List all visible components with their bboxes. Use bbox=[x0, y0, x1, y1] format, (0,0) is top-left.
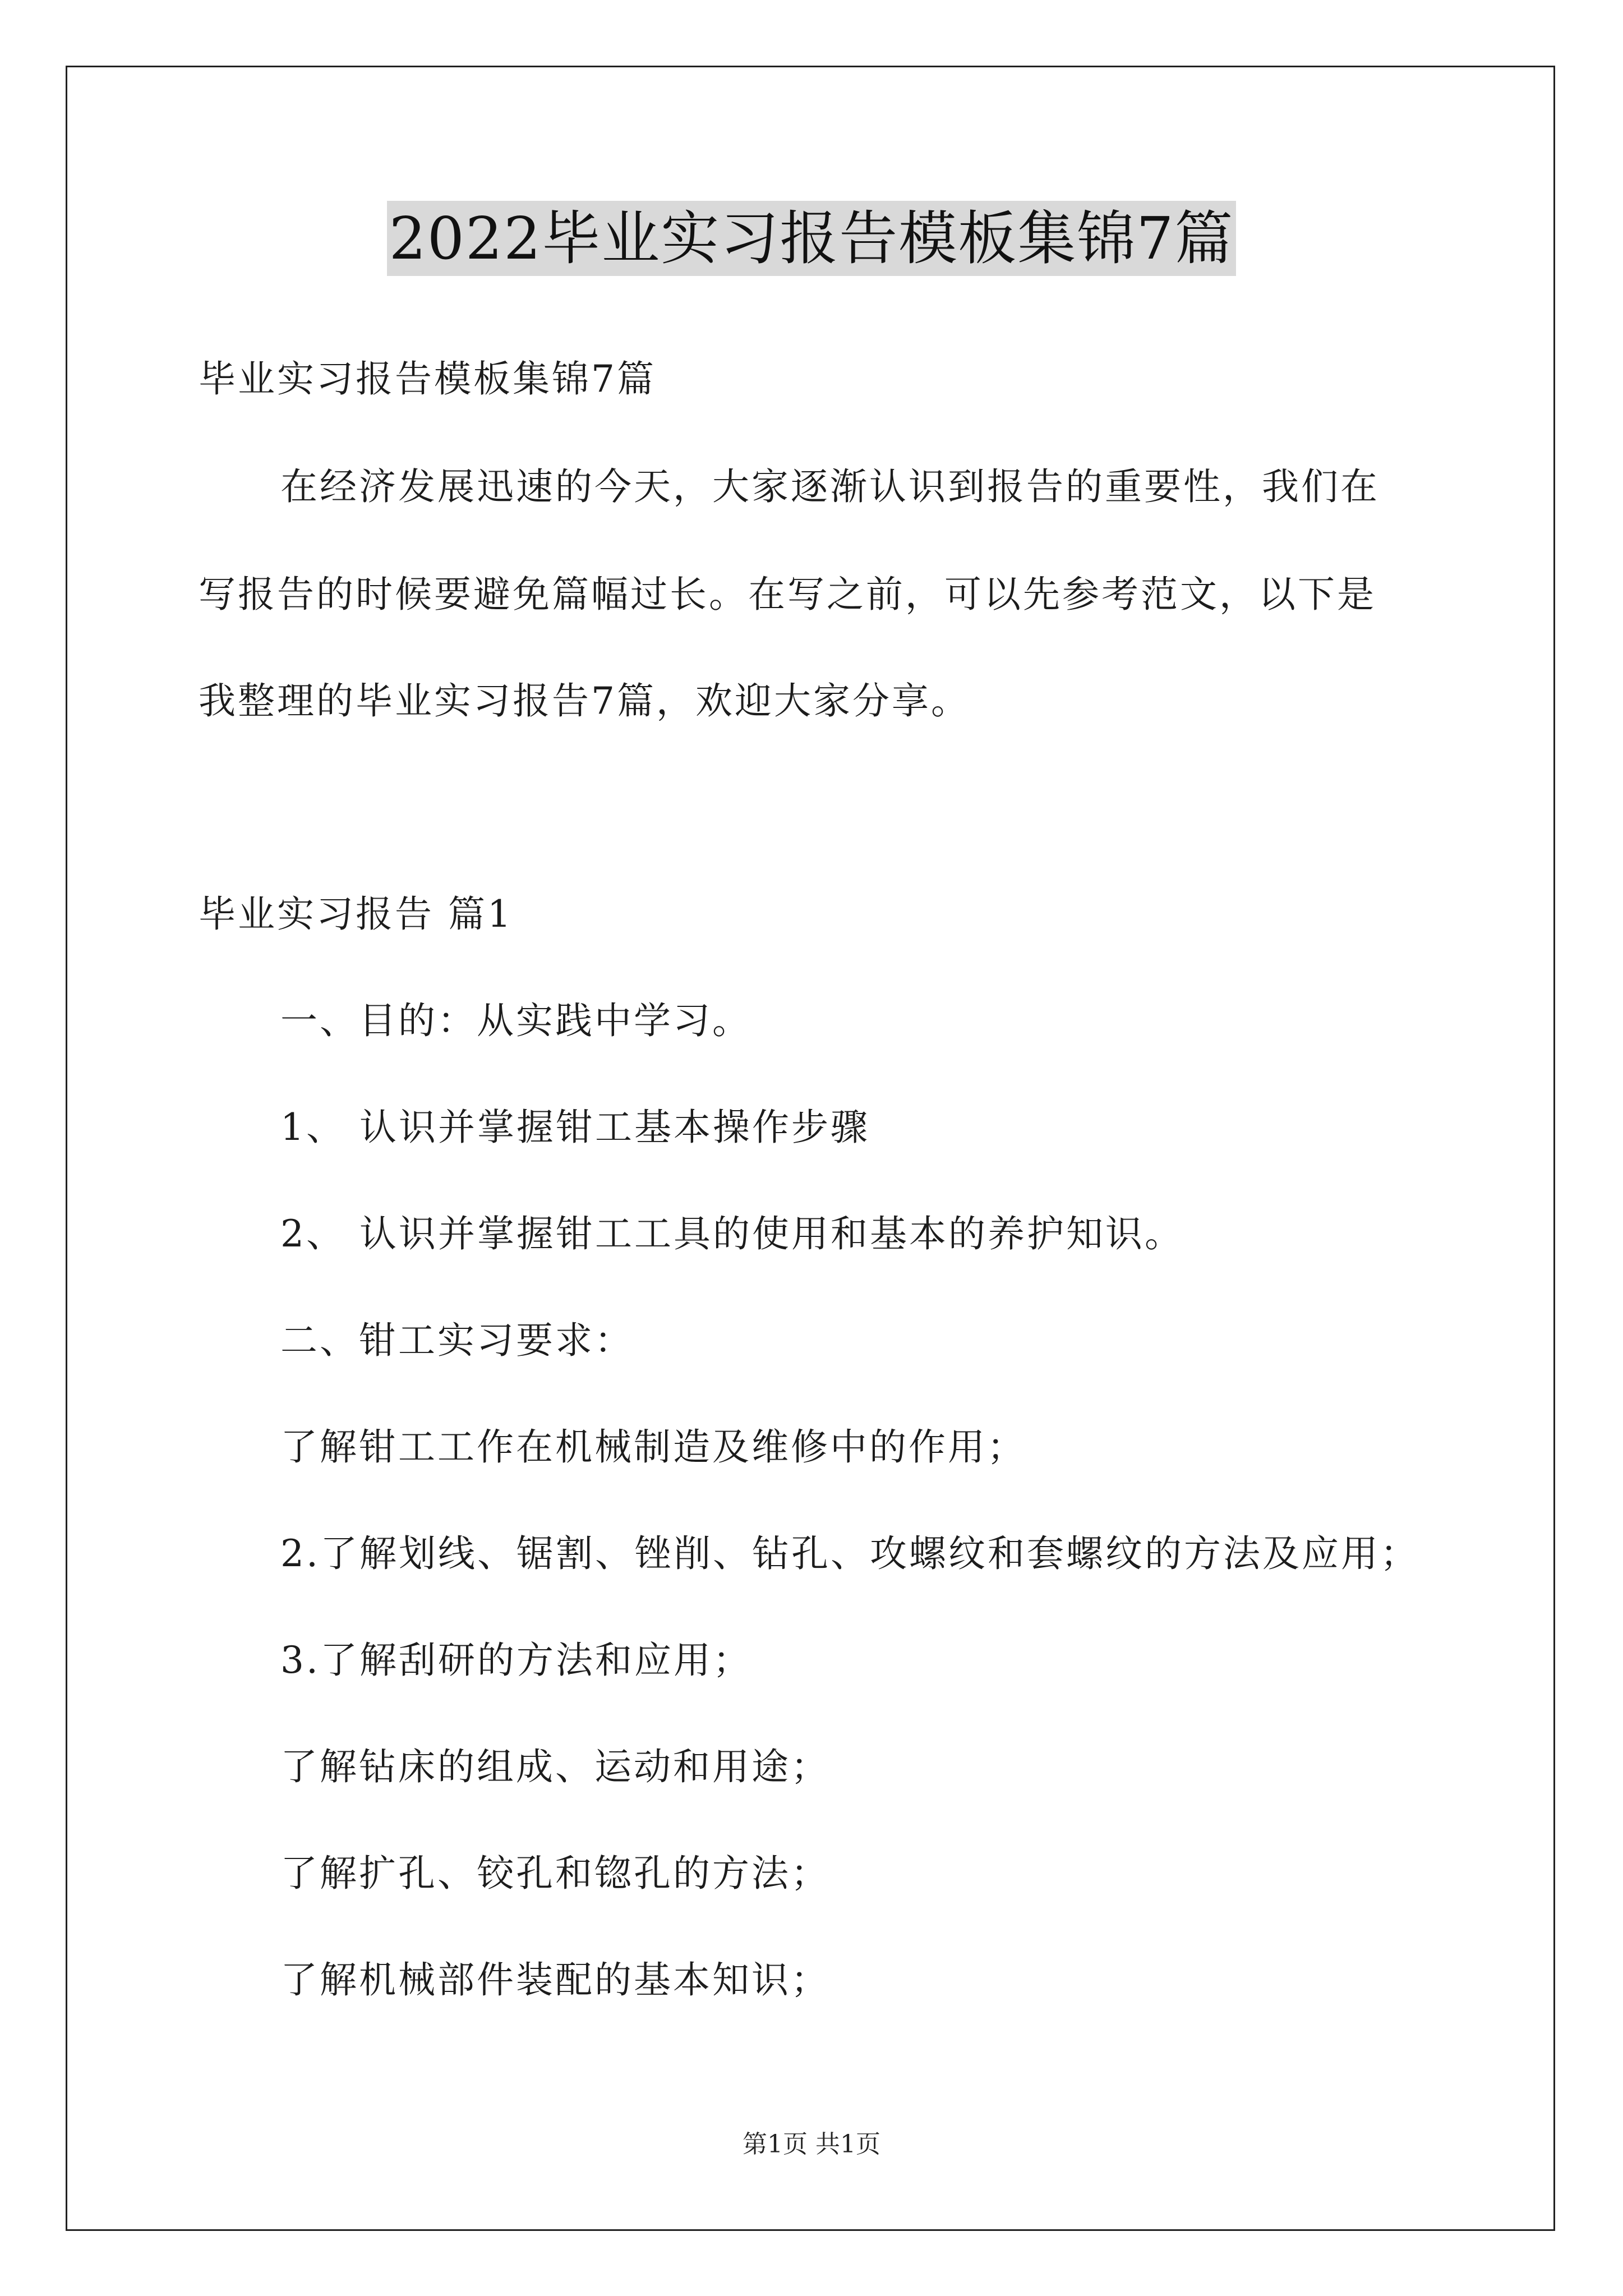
body-line: 了解机械部件装配的基本知识； bbox=[280, 1958, 830, 2001]
page-indicator: 第1页 共1页 bbox=[743, 2130, 880, 2159]
body-line: 了解钳工工作在机械制造及维修中的作用； bbox=[280, 1425, 1026, 1469]
document-title-block bbox=[0, 201, 1623, 276]
body-line: 1、 认识并掌握钳工基本操作步骤 bbox=[280, 1106, 870, 1149]
body-line: 2.了解划线、锯割、锉削、钻孔、攻螺纹和套螺纹的方法及应用； bbox=[280, 1532, 1419, 1575]
intro-line-2: 写报告的时候要避免篇幅过长。在写之前，可以先参考范文，以下是 bbox=[199, 573, 1376, 616]
body-line: 了解扩孔、铰孔和锪孔的方法； bbox=[280, 1852, 830, 1895]
body-line: 了解钻床的组成、运动和用途； bbox=[280, 1745, 830, 1788]
intro-line-3: 我整理的毕业实习报告7篇，欢迎大家分享。 bbox=[199, 679, 970, 723]
document-subtitle: 毕业实习报告模板集锦7篇 bbox=[199, 357, 656, 401]
body-line: 3.了解刮研的方法和应用； bbox=[280, 1639, 752, 1682]
body-line: 一、目的：从实践中学习。 bbox=[280, 999, 751, 1042]
body-line: 2、 认识并掌握钳工工具的使用和基本的养护知识。 bbox=[280, 1212, 1184, 1255]
intro-line-1: 在经济发展迅速的今天，大家逐渐认识到报告的重要性，我们在 bbox=[280, 465, 1380, 508]
document-title: 2022毕业实习报告模板集锦7篇 bbox=[387, 201, 1237, 276]
section-heading: 毕业实习报告 篇1 bbox=[199, 892, 513, 936]
body-line: 二、钳工实习要求： bbox=[280, 1319, 634, 1362]
